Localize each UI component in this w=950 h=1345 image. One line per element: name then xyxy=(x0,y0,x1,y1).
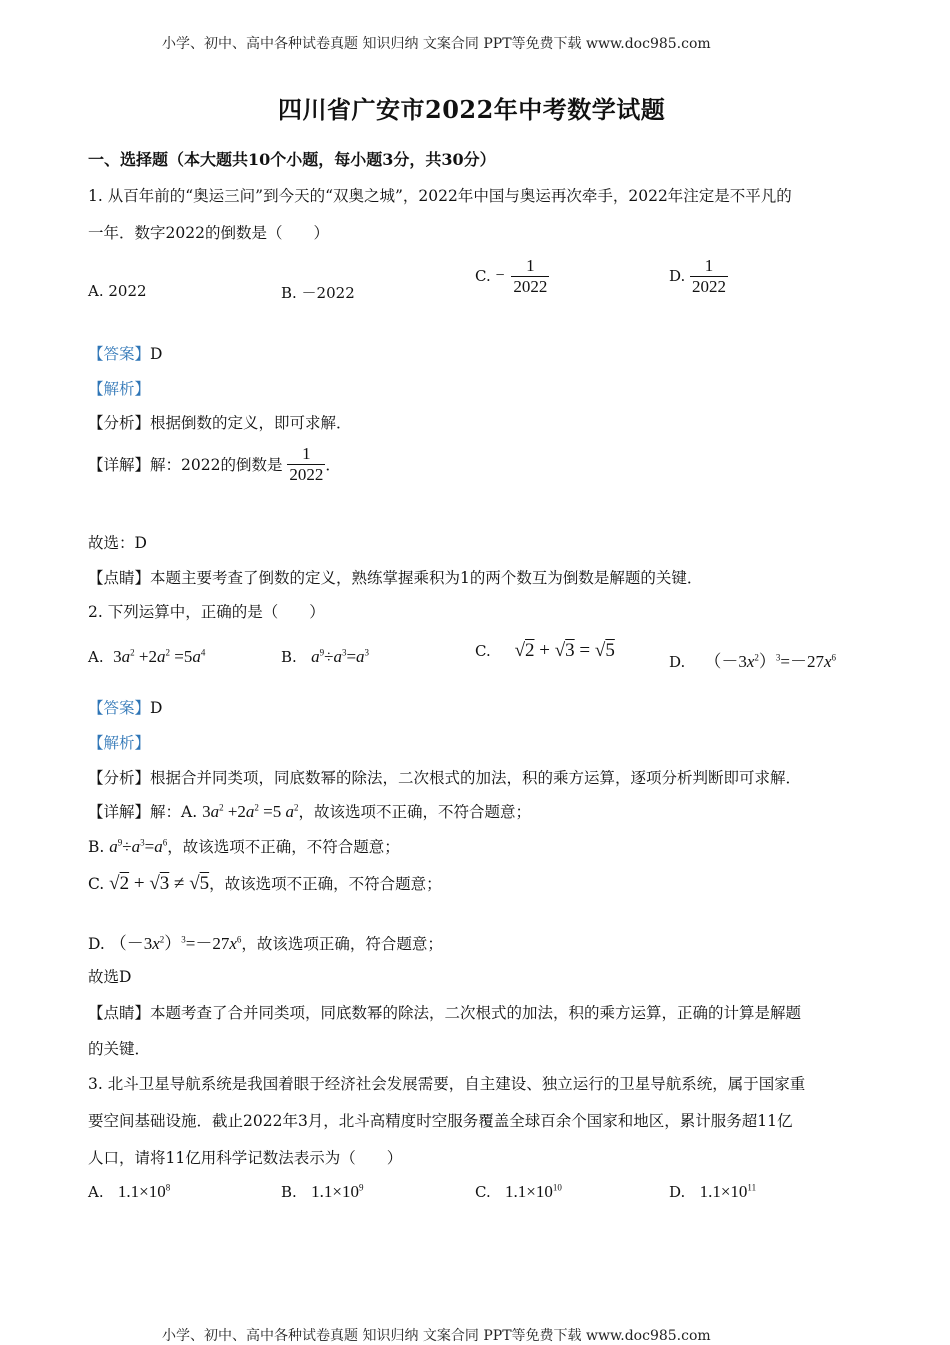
dianjing-text: 本题考查了合并同类项，同底数幂的除法，二次根式的加法，积的乘方运算，正确的计算是解题 xyxy=(150,1004,802,1022)
q1-option-c xyxy=(475,256,549,296)
xiangjie-period: ． xyxy=(325,456,341,475)
q2-detail-b: B. $a^9\div a^3=a^6$，故该选项不正确，不符合题意； xyxy=(88,837,400,856)
dianjing-tag: 【点睛】 xyxy=(88,1004,151,1022)
q2-option-b: B. $a^9\div a^3=a^3$ xyxy=(281,647,370,666)
q3-option-a: A. $1.1\times 10^8$ xyxy=(88,1182,171,1201)
fraction-numerator: 1 xyxy=(302,444,311,463)
answer-tag: 【答案】 xyxy=(88,699,151,717)
q1-option-d xyxy=(669,256,728,296)
fenxi-tag: 【分析】 xyxy=(88,414,151,432)
q3-option-c: C. $1.1\times 10^{10}$ xyxy=(475,1182,562,1201)
q2-detail-d: D. $(-3x^2)^3=-27x^6$，故该选项正确，符合题意； xyxy=(88,934,443,953)
q2-dianjing-line2: 的关键． xyxy=(88,1040,151,1058)
fraction-denominator: 2022 xyxy=(513,276,548,296)
page-footer: 小学、初中、高中各种试卷真题 知识归纳 文案合同 PPT等免费下载 www.doc985.com xyxy=(162,1328,711,1344)
q3-option-d: D. $1.1\times 10^{11}$ xyxy=(669,1182,757,1201)
dianjing-tag: 【点睛】 xyxy=(88,569,151,587)
q1-answer xyxy=(88,342,162,364)
q1-option-c-fraction xyxy=(511,256,549,296)
detail-b-suffix: ，故该选项不正确，不符合题意； xyxy=(167,838,400,856)
section-heading: 一、选择题（本大题共10个小题，每小题3分，共30分） xyxy=(88,150,496,169)
q2-choose: 故选D xyxy=(88,968,132,986)
minus-sign: − xyxy=(495,267,505,285)
fenxi-text: 根据倒数的定义，即可求解． xyxy=(150,414,352,432)
q1-option-d-fraction xyxy=(690,256,728,296)
q2-detail-c: C. √2 + √3 ≠ √5，故该选项不正确，不符合题意； xyxy=(88,873,442,894)
fenxi-tag: 【分析】 xyxy=(88,769,151,787)
q3-stem-line1: 3. 北斗卫星导航系统是我国着眼于经济社会发展需要，自主建设、独立运行的卫星导航系统，属于国家重 xyxy=(88,1075,806,1093)
q2-analysis-tag: 【解析】 xyxy=(88,734,151,752)
q2-dianjing-line1 xyxy=(88,1001,801,1023)
q1-stem-line2: 一年．数字2022的倒数是（ ） xyxy=(88,224,329,242)
q1-fenxi xyxy=(88,411,352,433)
q2-option-a: A. $3a^2 +2a^2 =5a^4$ xyxy=(88,647,206,666)
q1-stem-line1: 1. 从百年前的“奥运三问”到今天的“双奥之城”，2022年中国与奥运再次牵手，2022年注定是不平凡的 xyxy=(88,187,792,205)
q2-fenxi xyxy=(88,766,801,788)
q1-option-b: B. －2022 xyxy=(281,284,355,302)
q1-option-a: A. 2022 xyxy=(88,282,147,300)
answer-value: D xyxy=(150,699,163,717)
fraction-numerator: 1 xyxy=(704,256,714,275)
q3-stem-line3: 人口，请将11亿用科学记数法表示为（ ） xyxy=(88,1149,403,1167)
q1-dianjing xyxy=(88,566,702,588)
q1-option-d-label: D. xyxy=(669,267,686,286)
q1-choose: 故选：D xyxy=(88,534,147,552)
q2-option-d: D. $(-3x^2)^3=-27x^6$ xyxy=(669,652,837,671)
fraction-numerator: 1 xyxy=(526,256,535,275)
answer-value: D xyxy=(150,345,163,363)
q2-answer xyxy=(88,696,162,718)
q3-stem-line2: 要空间基础设施．截止2022年3月，北斗高精度时空服务覆盖全球百余个国家和地区，累计服务超11亿 xyxy=(88,1112,793,1130)
q1-xiangjie-fraction xyxy=(287,444,325,484)
q1-analysis-tag: 【解析】 xyxy=(88,380,151,398)
q2-stem: 2. 下列运算中，正确的是（ ） xyxy=(88,603,325,621)
detail-c-suffix: ，故该选项不正确，不符合题意； xyxy=(209,875,442,893)
xiangjie-tag: 【详解】 xyxy=(88,803,151,821)
q2-detail-a: 【详解】解：A. $3a^2 +2a^2 =5$ $a^2$，故该选项不正确，不符合题意； xyxy=(88,802,532,821)
dianjing-text: 本题主要考查了倒数的定义，熟练掌握乘积为1的两个数互为倒数是解题的关键． xyxy=(150,569,703,587)
q1-xiangjie xyxy=(88,444,341,484)
xiangjie-tag: 【详解】 xyxy=(88,456,151,475)
page-title: 四川省广安市2022年中考数学试题 xyxy=(278,95,666,124)
fraction-denominator: 2022 xyxy=(289,464,324,484)
q2-option-c: C. √2 + √3 = √5 xyxy=(475,640,615,661)
fenxi-text: 根据合并同类项，同底数幂的除法，二次根式的加法，积的乘方运算，逐项分析判断即可求解． xyxy=(150,769,802,787)
answer-tag: 【答案】 xyxy=(88,345,151,363)
detail-a-suffix: ，故该选项不正确，不符合题意； xyxy=(298,803,532,821)
detail-d-suffix: ，故该选项正确，符合题意； xyxy=(241,935,443,953)
xiangjie-text: 解：2022的倒数是 xyxy=(150,456,283,475)
page-header: 小学、初中、高中各种试卷真题 知识归纳 文案合同 PPT等免费下载 www.doc985.com xyxy=(162,36,711,52)
fraction-denominator: 2022 xyxy=(692,276,727,296)
q1-option-c-label: C. xyxy=(475,267,491,286)
q3-option-b: B. $1.1\times 10^9$ xyxy=(281,1182,364,1201)
